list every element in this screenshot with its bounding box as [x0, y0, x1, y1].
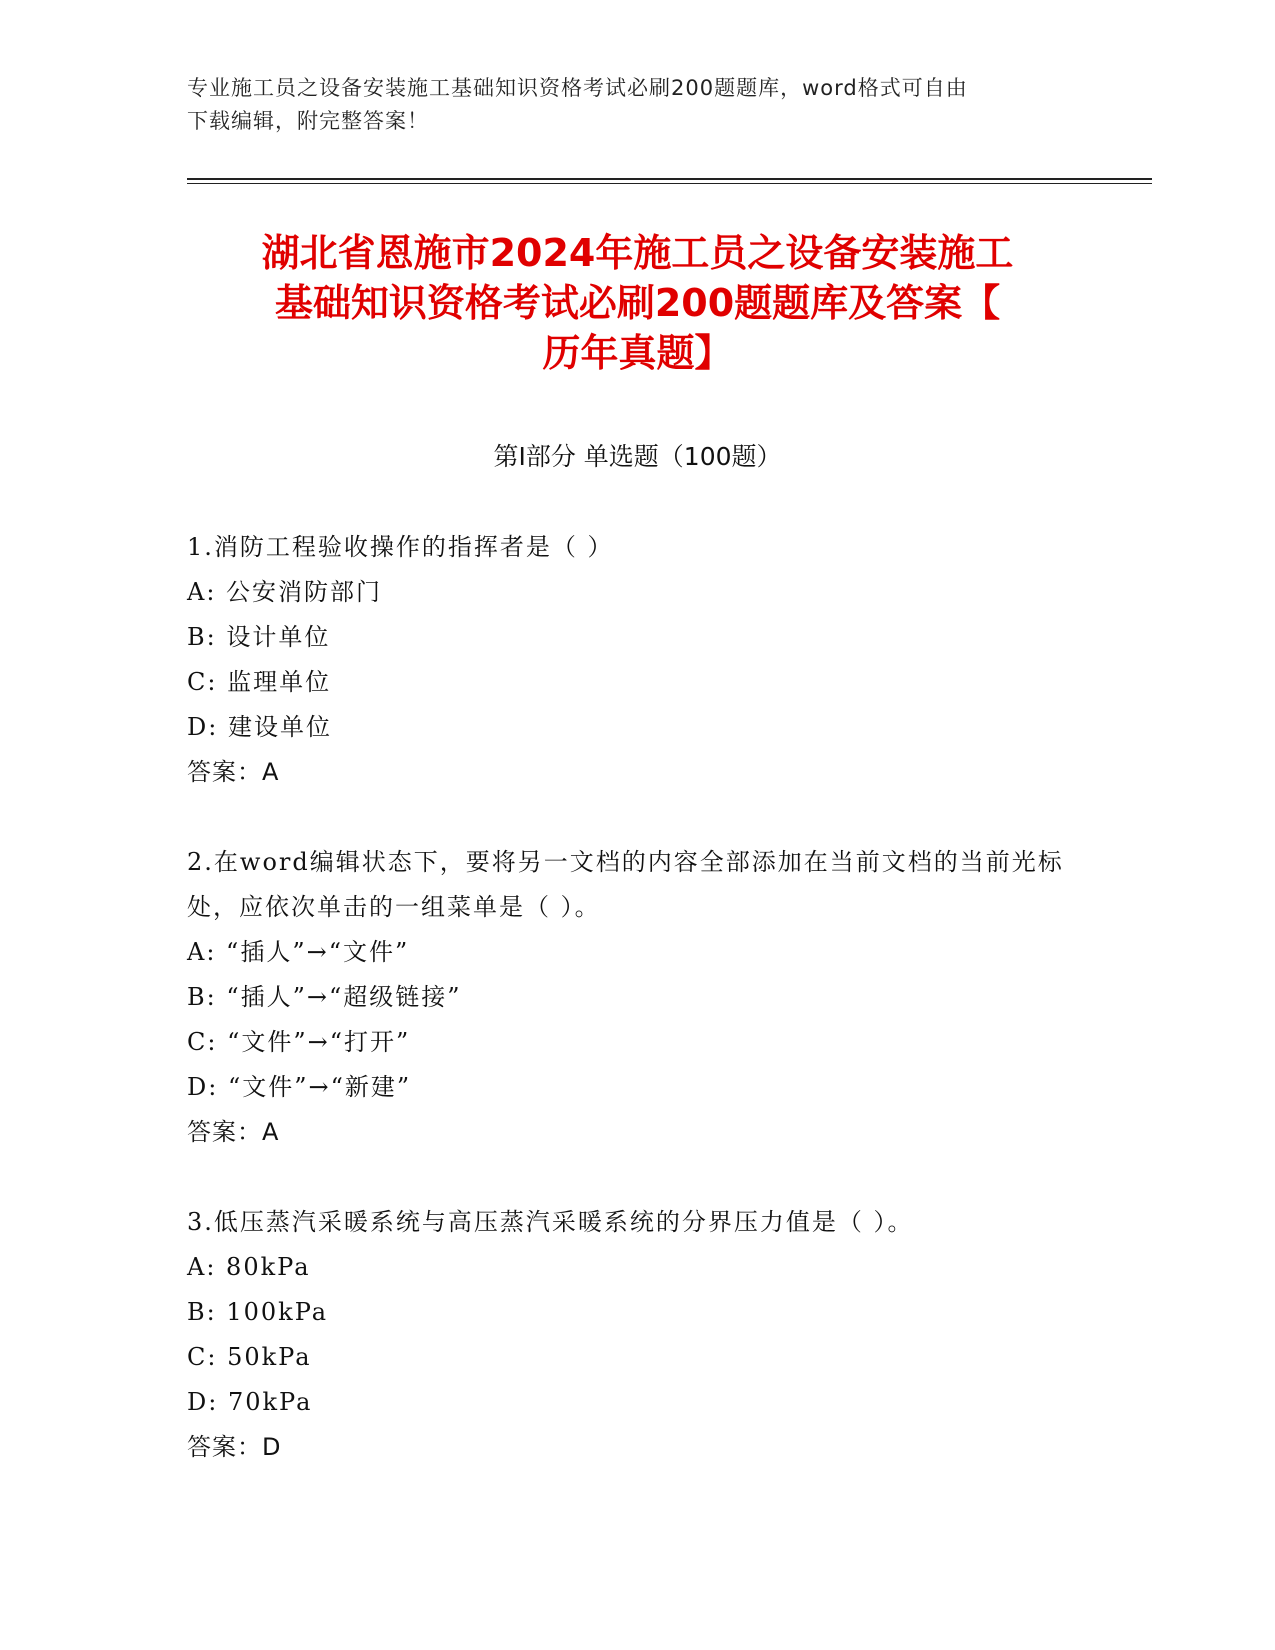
document-title-line-3: 历年真题】: [542, 331, 733, 375]
option-a: A: 公安消防部门: [187, 578, 383, 606]
header-note-line-2: 下载编辑，附完整答案！: [187, 109, 429, 133]
option-d: D: “文件”→“新建”: [187, 1073, 412, 1101]
option-a: A: 80kPa: [187, 1253, 311, 1281]
option-a: A: “插人”→“文件”: [187, 938, 410, 966]
question-3: [187, 1200, 1087, 1470]
option-c: C: 50kPa: [187, 1343, 312, 1371]
question-1: [187, 525, 1087, 795]
header-note-line-1: 专业施工员之设备安装施工基础知识资格考试必刷200题题库，word格式可自由: [187, 76, 968, 100]
answer: 答案：A: [187, 1118, 280, 1146]
header-divider-thick: [187, 178, 1152, 180]
document-title-line-1: 湖北省恩施市2024年施工员之设备安装施工: [261, 231, 1014, 275]
section-heading: 第Ⅰ部分 单选题（100题）: [493, 442, 782, 471]
header-divider-thin: [187, 183, 1152, 184]
answer: 答案：A: [187, 758, 280, 786]
option-d: D: 建设单位: [187, 713, 332, 741]
document-title-line-2: 基础知识资格考试必刷200题题库及答案【: [274, 281, 1001, 325]
document-title: [150, 228, 1125, 378]
answer: 答案：D: [187, 1433, 282, 1461]
question-stem: 2.在word编辑状态下，要将另一文档的内容全部添加在当前文档的当前光标处，应依次单击的一组菜单是（ ）。: [187, 848, 1064, 921]
option-c: C: 监理单位: [187, 668, 332, 696]
header-note: [187, 72, 1087, 138]
option-c: C: “文件”→“打开”: [187, 1028, 411, 1056]
option-b: B: “插人”→“超级链接”: [187, 983, 462, 1011]
question-stem: 1.消防工程验收操作的指挥者是（ ）: [187, 533, 614, 561]
option-b: B: 设计单位: [187, 623, 331, 651]
question-2: [187, 840, 1087, 1155]
option-b: B: 100kPa: [187, 1298, 329, 1326]
question-stem: 3.低压蒸汽采暖系统与高压蒸汽采暖系统的分界压力值是（ ）。: [187, 1208, 914, 1236]
option-d: D: 70kPa: [187, 1388, 313, 1416]
